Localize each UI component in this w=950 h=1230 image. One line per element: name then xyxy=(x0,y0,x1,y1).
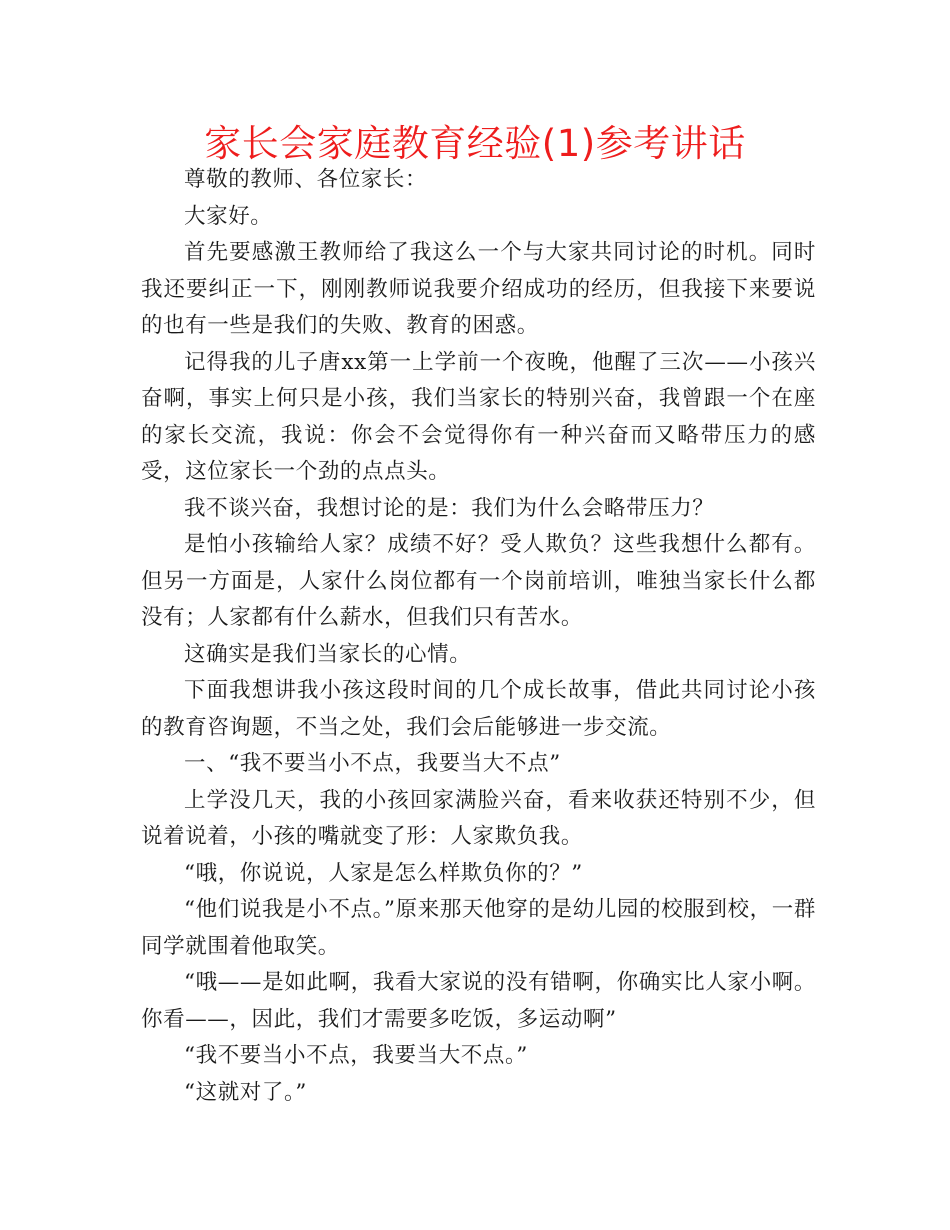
paragraph-dialogue-2: “他们说我是小不点。”原来那天他穿的是幼儿园的校服到校，一群同学就围着他取笑。 xyxy=(141,897,816,959)
paragraph-worries: 是怕小孩输给人家？成绩不好？受人欺负？这些我想什么都有。但另一方面是，人家什么岗位都有一个岗前培训，唯独当家长什么都没有；人家都有什么薪水，但我们只有苦水。 xyxy=(141,532,816,630)
paragraph-story-start: 上学没几天，我的小孩回家满脸兴奋，看来收获还特别不少，但说着说着，小孩的嘴就变了形：人家欺负我。 xyxy=(141,787,816,849)
paragraph-thanks: 首先要感激王教师给了我这么一个与大家共同讨论的时机。同时我还要纠正一下，刚刚教师说我要介绍成功的经历，但我接下来要说的也有一些是我们的失败、教育的困惑。 xyxy=(141,240,816,338)
paragraph-first-day: 记得我的儿子唐xx第一上学前一个夜晚，他醒了三次——小孩兴奋啊，事实上何只是小孩，我们当家长的特别兴奋，我曾跟一个在座的家长交流，我说：你会不会觉得你有一种兴奋而又略带压力的感受，这位家长一个劲的点点头。 xyxy=(141,349,816,484)
paragraph-dialogue-1: “哦，你说说，人家是怎么样欺负你的？” xyxy=(184,860,583,886)
paragraph-hello: 大家好。 xyxy=(184,203,273,229)
paragraph-dialogue-3: “哦——是如此啊，我看大家说的没有错啊，你确实比人家小啊。你看——，因此，我们才需要多吃饭，多运动啊” xyxy=(141,970,816,1032)
paragraph-greeting: 尊敬的教师、各位家长： xyxy=(184,167,428,192)
document-title: 家长会家庭教育经验(1)参考讲话 xyxy=(204,122,746,165)
paragraph-dialogue-4: “我不要当小不点，我要当大不点。” xyxy=(184,1043,528,1068)
paragraph-intro-stories: 下面我想讲我小孩这段时间的几个成长故事，借此共同讨论小孩的教育咨询题，不当之处，我们会后能够进一步交流。 xyxy=(141,678,816,740)
paragraph-dialogue-5: “这就对了。” xyxy=(184,1079,307,1105)
document-body xyxy=(141,162,816,1111)
paragraph-feeling: 这确实是我们当家长的心情。 xyxy=(184,641,472,667)
section-heading-1: 一、“我不要当小不点，我要当大不点” xyxy=(184,751,561,776)
paragraph-pressure-question: 我不谈兴奋，我想讨论的是：我们为什么会略带压力？ xyxy=(184,495,715,521)
